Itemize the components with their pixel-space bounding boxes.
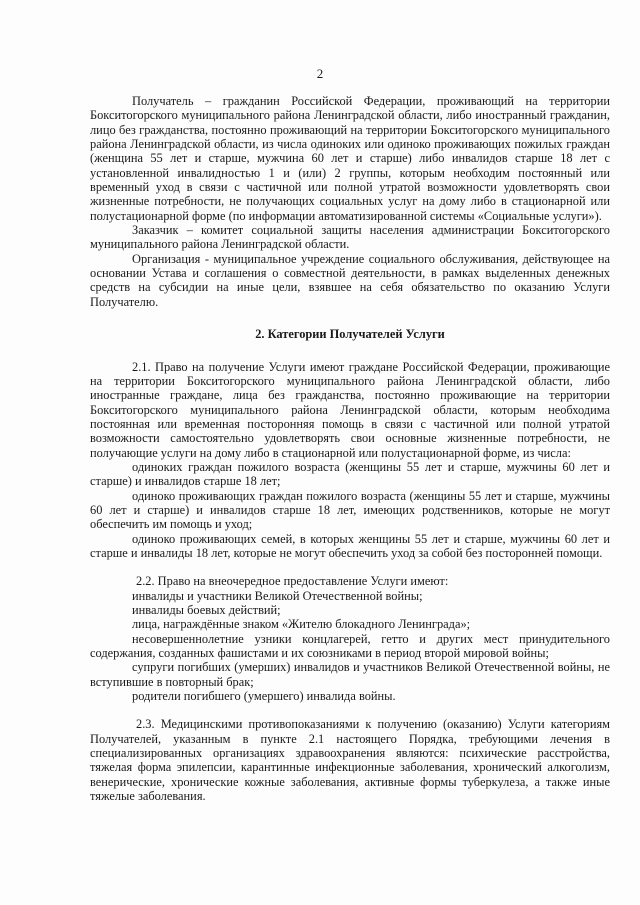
section-title: 2. Категории Получателей Услуги [255, 327, 445, 342]
definition-recipient: Получатель – гражданин Российской Федерации, проживающий на территории Бокситогорского муниципального района Ленинградской области, либо иностранный гражданин, лицо без гражданства, постоянно проживающий на территории Бокситогорского муниципального района Ленинградской области, из числа одиноких или одиноко проживающих пожилых граждан (женщина 55 лет и старше, мужчина 60 лет и старше) либо инвалидов старше 18 лет с установленной инвалидностью 1 и (или) 2 группы, которым необходим постоянный или временный уход в связи с частичной или полной утратой возможности удовлетворять свои жизненные потребности, не получающих социальных услуг на дому либо в стационарной или полустационарной форме (по информации автоматизированной системы «Социальные услуги»). [90, 94, 610, 223]
clause-2-2-item: инвалиды и участники Великой Отечественной войны; [132, 588, 423, 603]
clause-2-1-item: одиноких граждан пожилого возраста (женщины 55 лет и старше, мужчины 60 лет и старше) и инвалидов старше 18 лет; [90, 459, 610, 489]
clause-2-1-item: одиноко проживающих граждан пожилого возраста (женщины 55 лет и старше, мужчины 60 лет и старше) и инвалидов старше 18 лет, имеющих родственников, которые не могут обеспечить им помощь и уход; [90, 488, 610, 532]
page-number: 2 [316, 66, 324, 81]
clause-2-2: 2.2. Право на внеочередное предоставление Услуги имеют: [136, 574, 449, 589]
clause-2-2-item: несовершеннолетние узники концлагерей, гетто и других мест принудительного содержания, созданных фашистами и их союзниками в период второй мировой войны; [90, 631, 610, 661]
clause-2-2-item: супруги погибших (умерших) инвалидов и участников Великой Отечественной войны, не вступившие в повторный брак; [90, 660, 610, 689]
spacer [90, 703, 610, 717]
definition-customer: Заказчик – комитет социальной защиты населения администрации Бокситогорского муниципального района Ленинградской области. [90, 223, 610, 252]
clause-2-2-item: лица, награждённые знаком «Жителю блокадного Ленинграда»; [132, 617, 471, 632]
spacer [90, 560, 610, 574]
clause-2-1-item: одиноко проживающих семей, в которых женщины 55 лет и старше, мужчины 60 лет и старше и инвалиды 18 лет, которые не могут обеспечить уход за собой без посторонней помощи. [90, 531, 610, 560]
clause-2-2-item: инвалиды боевых действий; [132, 603, 281, 617]
clause-2-2-item: родители погибшего (умершего) инвалида войны. [132, 689, 396, 704]
clause-2-3: 2.3. Медицинскими противопоказаниями к получению (оказанию) Услуги категориям Получателей, указанным в пункте 2.1 настоящего Порядка, требующими лечения в специализированных организациях здравоохранения являются: психические расстройства, тяжелая форма эпилепсии, карантинные инфекционные заболевания, хронический алкоголизм, венерические, хронические кожные заболевания, активные формы туберкулеза, а также иные тяжелые заболевания. [90, 717, 610, 804]
clause-2-1: 2.1. Право на получение Услуги имеют граждане Российской Федерации, проживающие на территории Бокситогорского муниципального района Ленинградской области, либо иностранные граждане, лица без гражданства, постоянно проживающие на территории Бокситогорского муниципального района Ленинградской области, которым необходима постоянная или временная посторонняя помощь в связи с частичной или полной утратой возможности самостоятельно удовлетворять свои основные жизненные потребности, не получающие услуги на дому либо в стационарной или полустационарной форме, из числа: [90, 359, 610, 460]
document-body [90, 94, 610, 803]
definition-organization: Организация - муниципальное учреждение социального обслуживания, действующее на основании Устава и соглашения о совместной деятельности, в рамках выделенных денежных средств на субсидии на иные цели, взявшее на себя обязательство по оказанию Услуги Получателю. [90, 251, 610, 309]
